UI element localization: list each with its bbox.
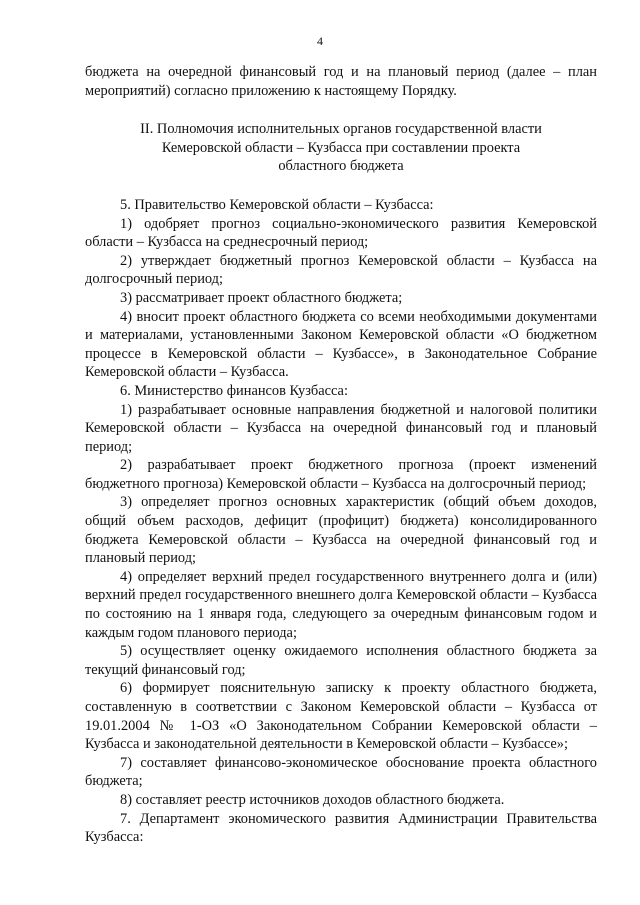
paragraph-6-item-1: 1) разрабатывает основные направления бюджетной и налоговой политики Кемеровской области – Кузбасса на очередной финансовый год и плановый период; xyxy=(85,401,597,455)
paragraph-6-item-2: 2) разрабатывает проект бюджетного прогноза (проект изменений бюджетного прогноза) Кемеровской области – Кузбасса на долгосрочный период; xyxy=(85,457,597,492)
paragraph-7-title: 7. Департамент экономического развития Администрации Правительства Кузбасса: xyxy=(85,810,597,846)
paragraph-6-item-6: 6) формирует пояснительную записку к проекту областного бюджета, составленную в соответствии с Законом Кемеровской области – Кузбасса от 19.01.2004 № 1-ОЗ «О Законодательном Собрании Кемеровской области – Кузбасса и законодательной деятельности в Кемеровской области – Кузбассе»; xyxy=(85,680,597,753)
paragraph-5-item-4: 4) вносит проект областного бюджета со всеми необходимыми документами и материалами, установленными Законом Кемеровской области «О бюджетном процессе в Кемеровской области – Кузбассе», в Законодательное Собрание Кемеровской области – Кузбасса. xyxy=(85,308,597,381)
paragraph-6-item-5: 5) осуществляет оценку ожидаемого исполнения областного бюджета за текущий финансовый год; xyxy=(85,643,597,678)
paragraph-5-title: 5. Правительство Кемеровской области – Кузбасса: xyxy=(120,196,434,213)
paragraph-6-item-7: 7) составляет финансово-экономическое обоснование проекта областного бюджета; xyxy=(85,754,597,790)
paragraph-6-item-3: 3) определяет прогноз основных характеристик (общий объем доходов, общий объем расходов, дефицит (профицит) бюджета) консолидированного бюджета Кемеровской области – Кузбасса на очередной финансовый год и плановый период; xyxy=(85,494,597,567)
document-body xyxy=(85,63,597,847)
intro-paragraph: бюджета на очередной финансовый год и на плановый период (далее – план мероприятий) согласно приложению к настоящему Порядку. xyxy=(85,64,597,99)
paragraph-5-item-2: 2) утверждает бюджетный прогноз Кемеровской области – Кузбасса на долгосрочный период; xyxy=(85,252,597,288)
page-number: 4 xyxy=(317,34,323,48)
section-heading xyxy=(85,120,597,176)
paragraph-6-item-8: 8) составляет реестр источников доходов областного бюджета. xyxy=(120,791,505,808)
section-heading-line-3: областного бюджета xyxy=(278,158,404,175)
paragraph-6-title: 6. Министерство финансов Кузбасса: xyxy=(120,382,348,399)
paragraph-6-item-4: 4) определяет верхний предел государственного внутреннего долга и (или) верхний предел государственного внешнего долга Кемеровской области – Кузбасса по состоянию на 1 января года, следующего за очередным финансовым годом и каждым годом планового периода; xyxy=(85,568,597,641)
paragraph-5-item-1: 1) одобряет прогноз социально-экономического развития Кемеровской области – Кузбасса на среднесрочный период; xyxy=(85,215,597,251)
section-heading-line-2: Кемеровской области – Кузбасса при составлении проекта xyxy=(161,139,521,156)
paragraph-5-item-3: 3) рассматривает проект областного бюджета; xyxy=(120,289,403,306)
section-heading-line-1: II. Полномочия исполнительных органов государственной власти xyxy=(140,121,542,138)
